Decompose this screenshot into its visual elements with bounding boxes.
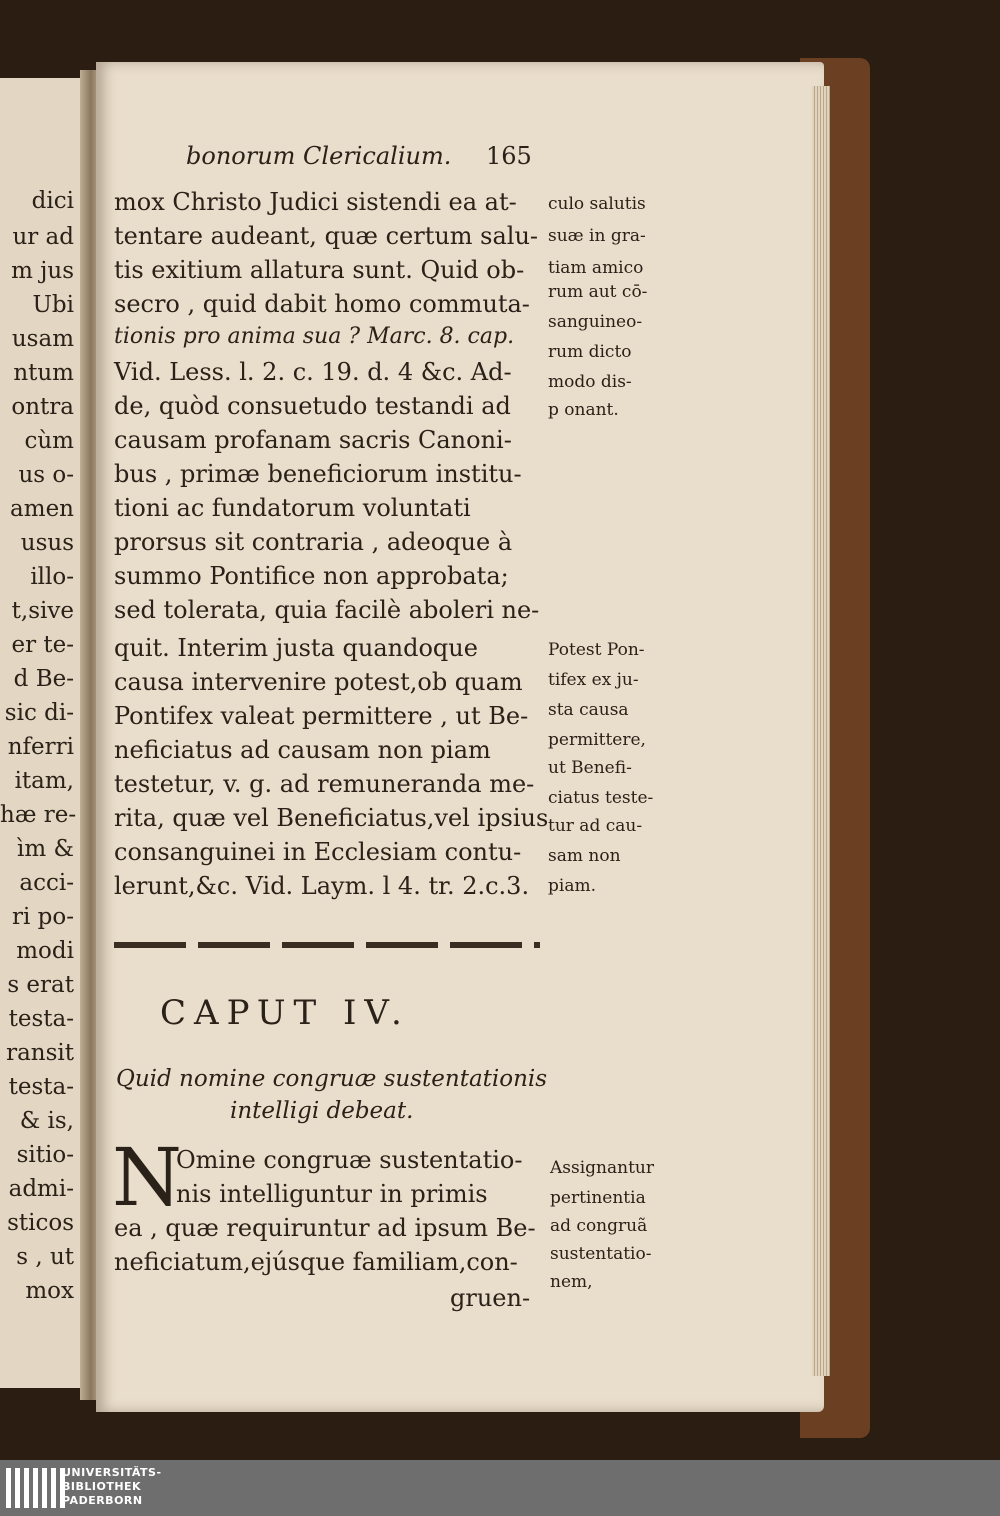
margin-note-line: sta causa	[548, 700, 629, 720]
page-edges	[812, 86, 830, 1376]
margin-note-line: pertinentia	[550, 1188, 646, 1208]
margin-note-line: sanguineo-	[548, 312, 643, 332]
left-fragment: us o-	[18, 462, 74, 488]
left-fragment: acci-	[19, 870, 74, 896]
margin-note-line: tiam amico	[548, 258, 644, 278]
margin-note-line: nem,	[550, 1272, 593, 1292]
left-fragment: hæ re-	[0, 802, 77, 828]
left-fragment: t,sive	[11, 598, 74, 624]
left-fragment: sic di-	[4, 700, 74, 726]
text-line: nis intelliguntur in primis	[176, 1180, 488, 1208]
left-fragment: dici	[31, 188, 74, 214]
left-fragment: ìm &	[17, 836, 74, 862]
margin-note-line: sustentatio-	[550, 1244, 652, 1264]
library-logo-icon	[6, 1468, 65, 1508]
margin-note-line: tifex ex ju-	[548, 670, 639, 690]
left-fragment: usam	[11, 326, 74, 352]
margin-note-line: rum dicto	[548, 342, 632, 362]
chapter-heading: CAPUT IV.	[160, 993, 410, 1033]
library-name-line: PADERBORN	[62, 1494, 143, 1507]
text-line: tionis pro anima sua ? Marc. 8. cap.	[114, 324, 515, 349]
left-fragment: illo-	[30, 564, 74, 590]
left-fragment: amen	[10, 496, 74, 522]
page-number: 165	[486, 142, 532, 170]
left-fragment: s , ut	[16, 1244, 74, 1270]
text-line: tentare audeant, quæ certum salu-	[114, 222, 539, 250]
left-fragment: itam,	[14, 768, 74, 794]
text-line: tis exitium allatura sunt. Quid ob-	[114, 256, 525, 284]
library-name-line: UNIVERSITÄTS-	[62, 1466, 162, 1479]
margin-note-line: piam.	[548, 876, 596, 896]
text-line: mox Christo Judici sistendi ea at-	[114, 188, 517, 216]
left-fragment: ontra	[11, 394, 74, 420]
left-fragment: modi	[16, 938, 74, 964]
margin-note-line: culo salutis	[548, 194, 646, 214]
left-fragment: usus	[20, 530, 74, 556]
text-line: neficiatum,ejúsque familiam,con-	[114, 1248, 518, 1276]
library-name	[62, 1466, 162, 1508]
text-line: Vid. Less. l. 2. c. 19. d. 4 &c. Ad-	[114, 358, 512, 386]
margin-note-line: tur ad cau-	[548, 816, 643, 836]
left-fragment: mox	[25, 1278, 74, 1304]
left-fragment: s erat	[7, 972, 74, 998]
margin-note-line: modo dis-	[548, 372, 632, 392]
left-fragment: testa-	[8, 1006, 74, 1032]
left-page	[0, 78, 88, 1388]
left-fragment: & is,	[19, 1108, 74, 1134]
catchword: gruen-	[450, 1284, 531, 1312]
text-line: neficiatus ad causam non piam	[114, 736, 491, 764]
text-line: summo Pontifice non approbata;	[114, 562, 509, 590]
text-line: secro , quid dabit homo commuta-	[114, 290, 530, 318]
text-line: sed tolerata, quia facilè aboleri ne-	[114, 596, 540, 624]
left-fragment: d Be-	[13, 666, 74, 692]
text-line: lerunt,&c. Vid. Laym. l 4. tr. 2.c.3.	[114, 872, 530, 900]
left-fragment: ntum	[13, 360, 74, 386]
text-line: bus , primæ beneficiorum institu-	[114, 460, 522, 488]
text-line: rita, quæ vel Beneficiatus,vel ipsius	[114, 804, 549, 832]
text-line: ea , quæ requiruntur ad ipsum Be-	[114, 1214, 536, 1242]
margin-note-line: rum aut cō-	[548, 282, 648, 302]
text-line: causam profanam sacris Canoni-	[114, 426, 512, 454]
left-fragment: sitio-	[16, 1142, 74, 1168]
left-fragment: testa-	[8, 1074, 74, 1100]
ornamental-rule	[114, 942, 540, 948]
text-line: quit. Interim justa quandoque	[114, 634, 478, 662]
margin-note-line: p onant.	[548, 400, 619, 420]
margin-note-line: Assignantur	[550, 1158, 654, 1178]
margin-note-line: Potest Pon-	[548, 640, 645, 660]
text-line: de, quòd consuetudo testandi ad	[114, 392, 511, 420]
left-fragment: ransit	[6, 1040, 74, 1066]
text-line: prorsus sit contraria , adeoque à	[114, 528, 513, 556]
margin-note-line: sam non	[548, 846, 621, 866]
margin-note-line: ciatus teste-	[548, 788, 654, 808]
left-fragment: Ubi	[32, 292, 74, 318]
left-fragment: ur ad	[12, 224, 74, 250]
text-line: Omine congruæ sustentatio-	[176, 1146, 523, 1174]
library-name-line: BIBLIOTHEK	[62, 1480, 142, 1493]
text-line: consanguinei in Ecclesiam contu-	[114, 838, 522, 866]
text-line: Pontifex valeat permittere , ut Be-	[114, 702, 529, 730]
margin-note-line: suæ in gra-	[548, 226, 646, 246]
left-fragment: sticos	[7, 1210, 74, 1236]
margin-note-line: ad congruã	[550, 1216, 648, 1236]
left-fragment: ri po-	[11, 904, 74, 930]
margin-note-line: ut Benefi-	[548, 758, 632, 778]
chapter-subtitle: intelligi debeat.	[230, 1098, 414, 1124]
text-line: tioni ac fundatorum voluntati	[114, 494, 471, 522]
text-line: testetur, v. g. ad remuneranda me-	[114, 770, 535, 798]
left-fragment: cùm	[24, 428, 74, 454]
left-fragment: m jus	[11, 258, 74, 284]
margin-note-line: permittere,	[548, 730, 646, 750]
left-fragment: er te-	[11, 632, 74, 658]
left-fragment: nferri	[7, 734, 74, 760]
chapter-subtitle: Quid nomine congruæ sustentationis	[116, 1066, 548, 1092]
left-fragment: admi-	[8, 1176, 74, 1202]
drop-cap: N	[112, 1131, 182, 1224]
running-head: bonorum Clericalium.	[186, 142, 452, 170]
text-line: causa intervenire potest,ob quam	[114, 668, 523, 696]
